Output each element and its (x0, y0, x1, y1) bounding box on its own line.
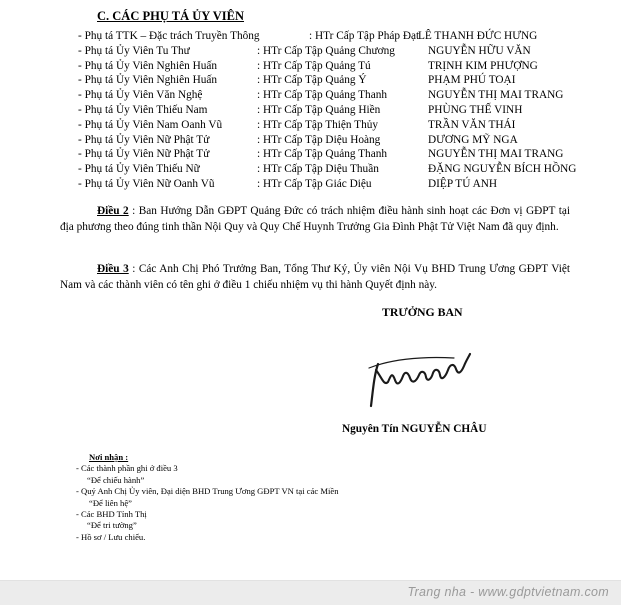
assistant-rank: : HTr Cấp Tập Quảng Thanh (257, 89, 388, 102)
section-title: C. CÁC PHỤ TÁ ỦY VIÊN (97, 9, 245, 23)
assistant-name: PHẠM PHÚ TOẠI (428, 74, 516, 87)
assistant-name: ĐẶNG NGUYỄN BÍCH HỒNG (428, 163, 577, 176)
assistant-row (78, 73, 618, 88)
footer-bar (0, 580, 621, 605)
assistant-rank: : HTr Cấp Tập Quảng Chương (257, 44, 395, 57)
assistant-name: NGUYỄN HỮU VĂN (428, 44, 531, 57)
recipients-block (76, 452, 339, 543)
assistant-name: LÊ THANH ĐỨC HƯNG (418, 30, 538, 42)
assistant-rank: : HTr Cấp Tập Quảng Tú (257, 59, 371, 72)
article-3-label: Điều 3 (97, 263, 129, 275)
recipient-line: “Để chiếu hành” (87, 474, 145, 485)
assistant-title: - Phụ tá TTK – Đặc trách Truyền Thông (78, 30, 260, 42)
article-3 (60, 262, 570, 293)
assistant-rank: : HTr Cấp Tập Diệu Hoàng (257, 133, 381, 146)
assistant-title: - Phụ tá Ủy Viên Nữ Oanh Vũ (78, 177, 215, 190)
recipient-line: “Để liên hệ” (89, 497, 132, 508)
article-2-text: : Ban Hướng Dẫn GĐPT Quảng Đức có trách nhiệm điều hành sinh hoạt các Đơn vị GĐPT tại địa phương theo đúng tinh thần Nội Quy và Quy Chế Huynh Trưởng Gia Đình Phật Tử Việt Nam đã quy định. (60, 205, 570, 233)
signer-name: Nguyên Tín NGUYỄN CHÂU (342, 423, 487, 435)
assistant-rank: : HTr Cấp Tập Quảng Thanh (257, 148, 388, 161)
assistant-name: NGUYỄN THỊ MAI TRANG (428, 89, 564, 102)
assistant-list (78, 29, 618, 192)
assistant-rank: : HTr Cấp Tập Giác Diệu (257, 177, 372, 190)
recipients-list (76, 463, 339, 543)
recipient-line: - Quý Anh Chị Ủy viên, Đại diện BHD Trung Ương GĐPT VN tại các Miền (76, 486, 339, 497)
assistant-row (78, 177, 618, 192)
assistant-row (78, 162, 618, 177)
assistant-row (78, 59, 618, 74)
handwritten-signature (364, 342, 474, 412)
assistant-title: - Phụ tá Ủy Viên Nữ Phật Tử (78, 148, 210, 161)
recipient-line: - Các thành phần ghi ở điều 3 (76, 463, 178, 474)
assistant-name: DƯƠNG MỸ NGA (428, 133, 518, 146)
assistant-title: - Phụ tá Ủy Viên Nam Oanh Vũ (78, 118, 223, 131)
assistant-rank: : HTr Cấp Tập Pháp Đạt (309, 30, 420, 42)
assistant-title: - Phụ tá Ủy Viên Thiếu Nam (78, 103, 208, 116)
assistant-row (78, 147, 618, 162)
assistant-row (78, 88, 618, 103)
assistant-name: NGUYỄN THỊ MAI TRANG (428, 148, 564, 161)
assistant-name: TRẦN VĂN THÁI (428, 118, 516, 131)
signer-title: TRƯỞNG BAN (382, 305, 463, 319)
recipient-line: “Để tri tường” (87, 520, 137, 531)
assistant-rank: : HTr Cấp Tập Diệu Thuần (257, 163, 379, 176)
assistant-row (78, 103, 618, 118)
article-2 (60, 204, 570, 235)
assistant-rank: : HTr Cấp Tập Quảng Ý (257, 74, 367, 87)
assistant-title: - Phụ tá Ủy Viên Thiếu Nữ (78, 163, 200, 176)
assistant-title: - Phụ tá Ủy Viên Nghiên Huấn (78, 59, 218, 72)
recipients-heading: Nơi nhận : (89, 452, 129, 462)
recipient-line: - Các BHD Tỉnh Thị (76, 509, 147, 520)
assistant-title: - Phụ tá Ủy Viên Nữ Phật Tử (78, 133, 210, 146)
recipient-line: - Hồ sơ / Lưu chiếu. (76, 531, 146, 542)
article-3-text: : Các Anh Chị Phó Trưởng Ban, Tổng Thư Ký, Ủy viên Nội Vụ BHD Trung Ương GĐPT Việt Nam và các thành viên có tên ghi ở điều 1 chiếu nhiệm vụ thi hành Quyết định này. (60, 263, 570, 291)
article-2-label: Điều 2 (97, 205, 129, 217)
assistant-rank: : HTr Cấp Tập Thiện Thủy (257, 118, 379, 131)
assistant-name: TRỊNH KIM PHƯỢNG (428, 59, 538, 72)
assistant-name: PHÙNG THẾ VINH (428, 103, 523, 116)
website-watermark: Trang nha - www.gdptvietnam.com (407, 585, 609, 599)
assistant-title: - Phụ tá Ủy Viên Tu Thư (78, 44, 190, 57)
assistant-row (78, 133, 618, 148)
assistant-title: - Phụ tá Ủy Viên Văn Nghệ (78, 89, 203, 102)
assistant-row (78, 44, 618, 59)
assistant-rank: : HTr Cấp Tập Quảng Hiền (257, 103, 381, 116)
assistant-title: - Phụ tá Ủy Viên Nghiên Huấn (78, 74, 218, 87)
assistant-name: DIỆP TÚ ANH (428, 177, 498, 190)
assistant-row (78, 29, 618, 44)
assistant-row (78, 118, 618, 133)
